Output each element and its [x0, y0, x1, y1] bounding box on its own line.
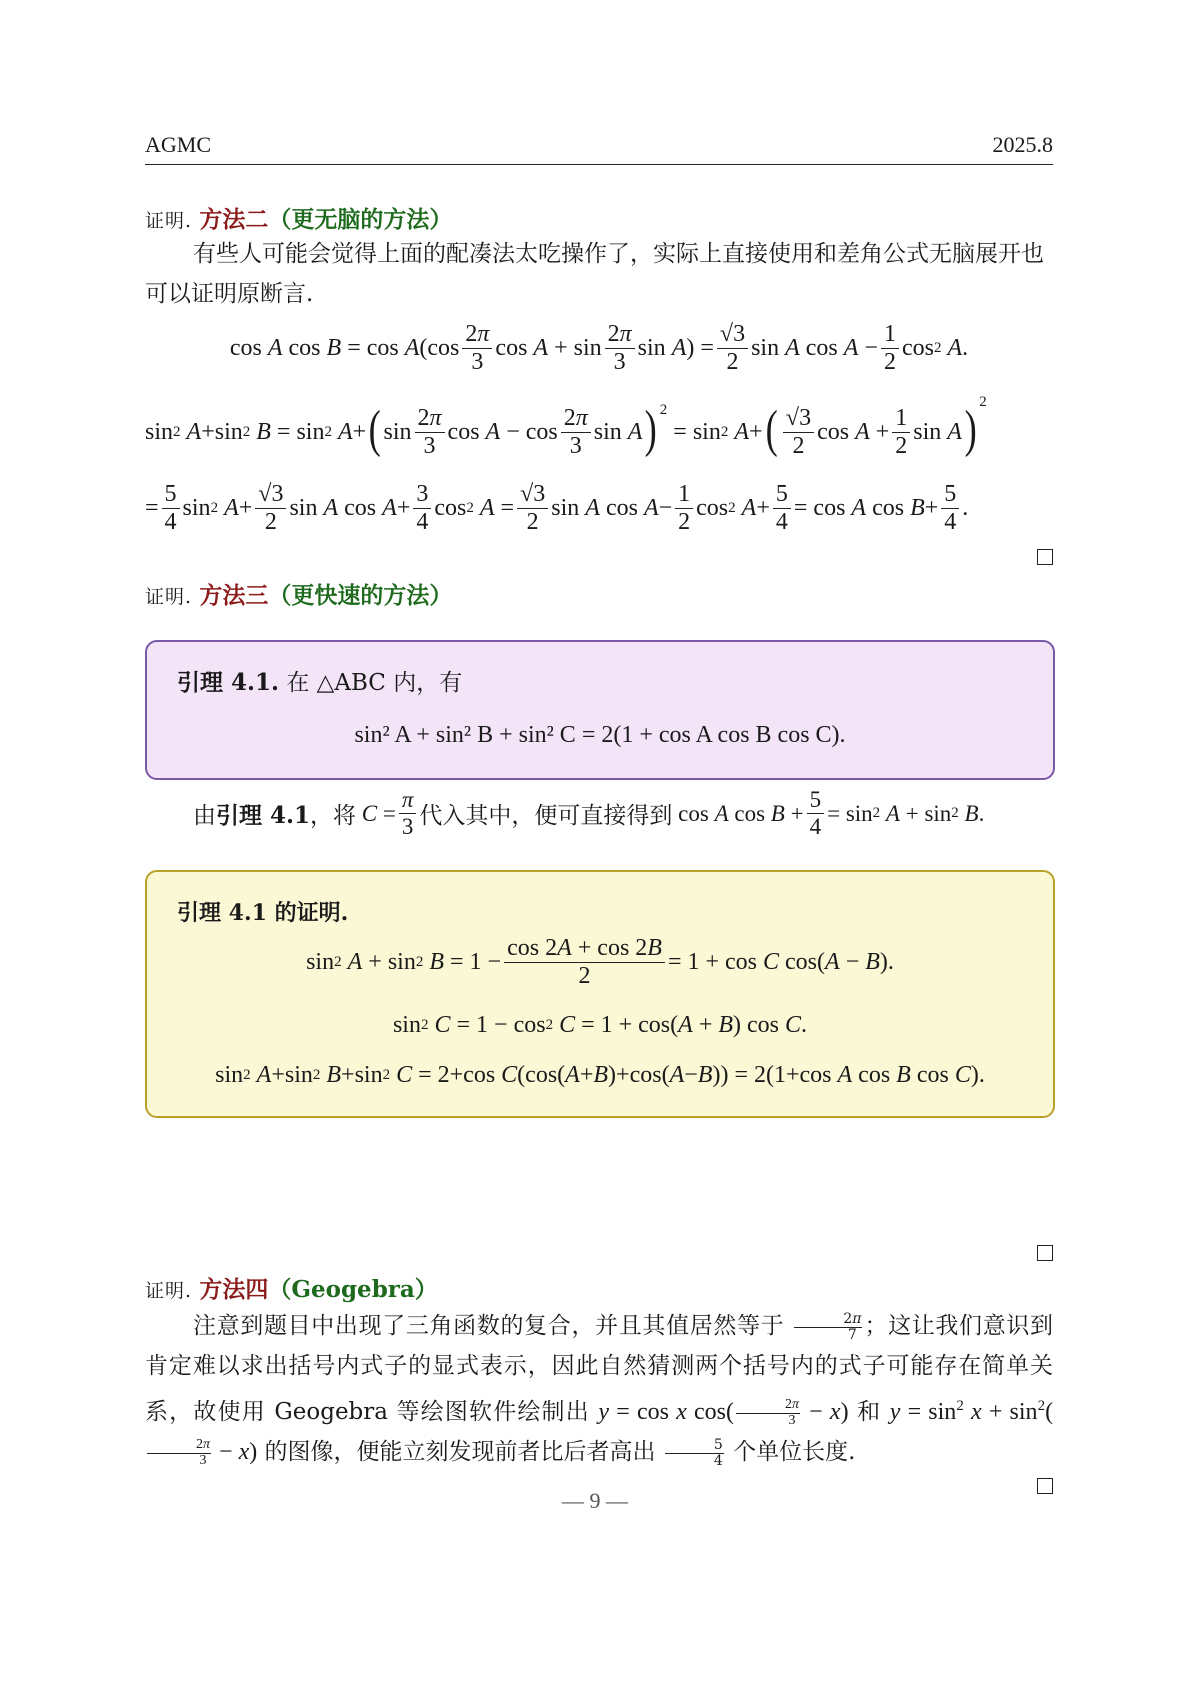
qed-symbol [1037, 549, 1053, 565]
text: 个单位长度. [733, 1439, 856, 1465]
header-right: 2025.8 [992, 132, 1053, 157]
method-title: 方法四 [199, 1276, 269, 1303]
proof-heading [145, 202, 452, 238]
text: 代入其中，便可直接得到 [419, 803, 673, 829]
header-left: AGMC [145, 132, 212, 157]
method-subtitle: （Geogebra） [268, 1276, 438, 1303]
lemma-application: 由 引理 4.1 ，将 C = $\frac{\pi}{3}$ 代入其中，便可直接得到 cos A cos B + $\frac{5}{4}$ = sin 2 A + sin 2 B . [193, 787, 985, 840]
method-title: 方法三 [199, 582, 269, 609]
proof-equation-3: sin 2 A +sin 2 B +sin 2 C = 2+cos C (cos( A + B )+cos( A − B )) = 2(1+cos A cos B cos C ). [215, 1062, 985, 1088]
equation-3: = $\frac{5}{4}$ sin 2 A + $\frac{√3}{2}$ sin A cos A + $\frac{3}{4}$ cos 2 A = $\frac{√3}{2}$ sin A cos A − $\frac{1}{2}$ cos 2 A + $\frac{5}{4}$ = cos A cos B + $\frac{5}{4}$ . [145, 481, 969, 536]
proof-box [145, 870, 1055, 1118]
method-title: 方法二 [199, 206, 269, 233]
page-header [145, 132, 1053, 165]
equation-2: sin 2 A +sin 2 B = sin 2 A + ( sin $\frac{2\pi}{3}$ cos A − cos $\frac{2\pi}{3}$ sin A ) $^2$ = sin 2 A + ( $\frac{√3}{2}$ cos A + $\frac{1}{2}$ sin A ) $^2$ [145, 394, 987, 460]
proof-label: 证明. [145, 210, 193, 232]
lemma-title: 引理 4.1. [177, 669, 280, 696]
method-subtitle: （更无脑的方法） [268, 206, 453, 233]
paragraph: 注意到题目中出现了三角函数的复合，并且其值居然等于 $\frac{2\pi}{7}$ ；这让我们意识到肯定难以求出括号内式子的显式表示，因此自然猜测两个括号内的式子可能存在简单关系，故使用 Geogebra 等绘图软件绘制出 y = cos x cos( $\frac{2\pi}{3}$ − x) 和 $y = \sin^2 x + \sin^2$( $\frac{2\pi}{3}$ − x) 的图像，便能立刻发现前者比后者高出 $\frac{5}{4}$ 个单位长度. [145, 1310, 1054, 1469]
text: 由 [193, 803, 216, 829]
proof-heading [145, 1272, 438, 1308]
lemma-equation: sin² A + sin² B + sin² C = 2(1 + cos A cos B cos C). [354, 722, 846, 748]
page-number: — 9 — [562, 1488, 628, 1513]
proof-label: 证明. [145, 586, 193, 608]
equation-1: cos A cos B = cos A (cos $\frac{2\pi}{3}$ cos A + sin $\frac{2\pi}{3}$ sin A ) = $\frac{√3}{2}$ sin A cos A − $\frac{1}{2}$ cos 2 A . [229, 321, 969, 376]
proof-title: 引理 4.1 的证明. [177, 900, 349, 926]
text: 的图像，便能立刻发现前者比后者高出 [264, 1439, 656, 1465]
lemma-box [145, 640, 1055, 780]
proof-equation-2: sin 2 C = 1 − cos 2 C = 1 + cos( A + B ) cos C . [392, 1012, 808, 1038]
paragraph: 有些人可能会觉得上面的配凑法太吃操作了，实际上直接使用和差角公式无脑展开也可以证明原断言. [145, 241, 1044, 307]
text: ，将 [310, 803, 357, 829]
proof-equation-1: sin 2 A + sin 2 B = 1 − $\frac{\cos 2A + \cos 2B}{2}$ = 1 + cos C cos( A − B ). [306, 935, 894, 990]
proof-heading [145, 578, 452, 614]
lemma-text: 在 △ABC 内，有 [286, 670, 463, 696]
lemma-ref: 引理 4.1 [216, 802, 311, 830]
qed-symbol [1037, 1245, 1053, 1261]
text: 和 [857, 1399, 882, 1425]
text: 注意到题目中出现了三角函数的复合，并且其值居然等于 [193, 1313, 785, 1339]
method-subtitle: （更快速的方法） [268, 582, 453, 609]
text: ；这让我们意识到肯定难以求出括号内式子的显式表示，因此自然猜测两个括号内的式子可能存在简单关系，故使用 Geogebra 等绘图软件绘制出 [145, 1313, 1054, 1425]
proof-label: 证明. [145, 1280, 193, 1302]
